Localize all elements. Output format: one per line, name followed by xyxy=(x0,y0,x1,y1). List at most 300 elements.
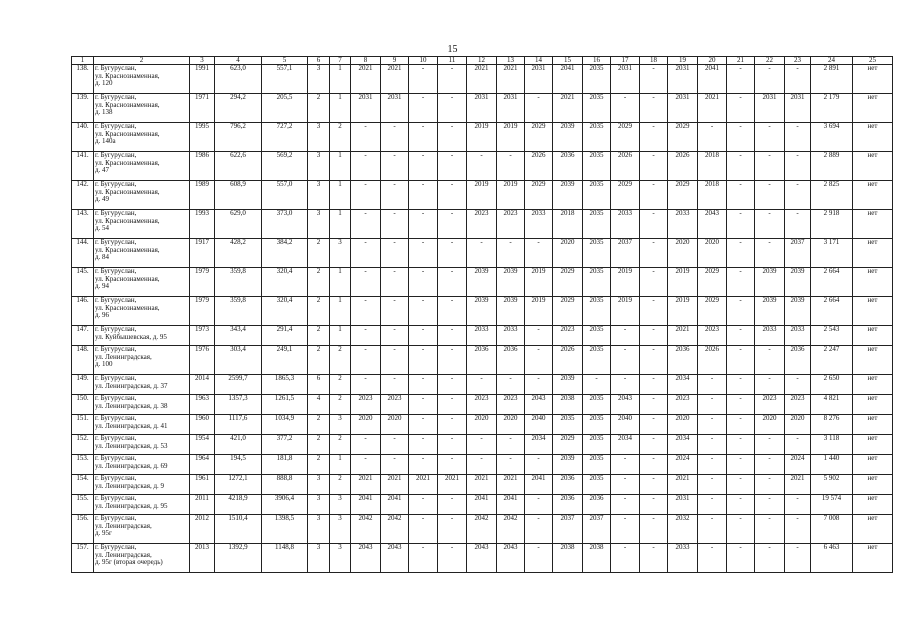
table-cell: - xyxy=(409,268,438,297)
table-cell: 1034,9 xyxy=(262,415,308,435)
table-cell: - xyxy=(351,346,381,375)
table-cell: 428,2 xyxy=(215,239,262,268)
table-cell: 19 574 xyxy=(811,495,853,515)
table-cell: - xyxy=(351,152,381,181)
table-cell: 1272,1 xyxy=(215,475,262,495)
table-cell: 2035 xyxy=(583,297,611,326)
table-cell: - xyxy=(525,326,553,346)
table-cell: - xyxy=(438,495,467,515)
table-cell: 1989 xyxy=(190,181,215,210)
table-cell: 2040 xyxy=(611,415,640,435)
column-header-12: 12 xyxy=(467,57,497,65)
table-row xyxy=(72,346,893,375)
column-header-24: 24 xyxy=(811,57,853,65)
table-cell: - xyxy=(381,239,409,268)
address-cell: г. Бугуруслан, ул. Ленинградская, д. 38 xyxy=(94,395,190,415)
table-cell: - xyxy=(640,239,668,268)
table-cell: - xyxy=(438,415,467,435)
table-cell: 3 694 xyxy=(811,123,853,152)
table-cell: 142. xyxy=(72,181,94,210)
table-cell: 2023 xyxy=(497,210,525,239)
table-cell: 141. xyxy=(72,152,94,181)
table-cell: - xyxy=(351,326,381,346)
table-cell: - xyxy=(381,326,409,346)
table-cell: нет xyxy=(853,375,893,395)
table-cell: - xyxy=(351,181,381,210)
table-cell: - xyxy=(727,181,755,210)
table-row xyxy=(72,152,893,181)
table-cell: - xyxy=(727,210,755,239)
table-cell: - xyxy=(640,395,668,415)
table-cell: нет xyxy=(853,123,893,152)
table-cell: - xyxy=(727,268,755,297)
table-cell: 2033 xyxy=(525,210,553,239)
table-cell: 359,8 xyxy=(215,297,262,326)
table-cell: - xyxy=(351,268,381,297)
table-cell: 1 xyxy=(330,268,351,297)
table-cell: 3 xyxy=(308,210,330,239)
table-cell: 5 902 xyxy=(811,475,853,495)
table-cell: 1991 xyxy=(190,65,215,94)
table-cell: 1 xyxy=(330,455,351,475)
table-cell: - xyxy=(785,435,811,455)
table-cell: 2029 xyxy=(525,181,553,210)
table-row xyxy=(72,435,893,455)
address-cell: г. Бугуруслан, ул. Краснознаменная, д. 49 xyxy=(94,181,190,210)
table-cell: нет xyxy=(853,455,893,475)
table-cell: нет xyxy=(853,210,893,239)
table-cell: 2023 xyxy=(497,395,525,415)
table-cell: - xyxy=(438,346,467,375)
table-cell: 2021 xyxy=(351,65,381,94)
table-cell: 2 xyxy=(308,326,330,346)
table-cell: 1973 xyxy=(190,326,215,346)
column-header-9: 9 xyxy=(381,57,409,65)
table-cell: 320,4 xyxy=(262,297,308,326)
table-cell: - xyxy=(351,435,381,455)
table-cell: 2 xyxy=(330,123,351,152)
table-cell: - xyxy=(381,181,409,210)
table-cell: 2 650 xyxy=(811,375,853,395)
table-cell: - xyxy=(611,455,640,475)
table-cell: 2013 xyxy=(190,544,215,573)
table-cell: 149. xyxy=(72,375,94,395)
table-cell: 2031 xyxy=(785,94,811,123)
table-cell: 2 xyxy=(308,94,330,123)
table-cell: 2041 xyxy=(351,495,381,515)
table-cell: 888,8 xyxy=(262,475,308,495)
address-cell: г. Бугуруслан, ул. Ленинградская, д. 100 xyxy=(94,346,190,375)
table-cell: 143. xyxy=(72,210,94,239)
address-cell: г. Бугуруслан, ул. Ленинградская, д. 9 xyxy=(94,475,190,495)
table-cell: - xyxy=(525,544,553,573)
table-cell: 2035 xyxy=(583,346,611,375)
table-cell: - xyxy=(611,515,640,544)
column-header-14: 14 xyxy=(525,57,553,65)
table-row xyxy=(72,455,893,475)
table-cell: 2 664 xyxy=(811,268,853,297)
table-cell: 2037 xyxy=(785,239,811,268)
table-cell: нет xyxy=(853,435,893,455)
column-header-5: 5 xyxy=(262,57,308,65)
table-cell: - xyxy=(755,65,785,94)
table-cell: - xyxy=(755,375,785,395)
table-row xyxy=(72,475,893,495)
column-header-25: 25 xyxy=(853,57,893,65)
column-header-20: 20 xyxy=(698,57,727,65)
table-cell: 2023 xyxy=(668,395,698,415)
table-cell: - xyxy=(640,515,668,544)
table-cell: 4 821 xyxy=(811,395,853,415)
table-cell: 1865,3 xyxy=(262,375,308,395)
table-cell: - xyxy=(698,544,727,573)
table-cell: - xyxy=(698,455,727,475)
table-cell: 2035 xyxy=(583,239,611,268)
table-cell: - xyxy=(640,210,668,239)
table-cell: 151. xyxy=(72,415,94,435)
table-cell: 2039 xyxy=(553,181,583,210)
table-cell: 2021 xyxy=(668,475,698,495)
table-cell: 3 xyxy=(330,415,351,435)
table-cell: 2031 xyxy=(351,94,381,123)
table-cell: 2033 xyxy=(785,326,811,346)
table-cell: - xyxy=(409,346,438,375)
table-cell: 2037 xyxy=(611,239,640,268)
table-cell: 2024 xyxy=(785,455,811,475)
table-cell: 3 xyxy=(308,544,330,573)
table-cell: 1357,3 xyxy=(215,395,262,415)
table-cell: 3 xyxy=(308,515,330,544)
table-cell: 2020 xyxy=(351,415,381,435)
table-cell: 2019 xyxy=(611,268,640,297)
column-header-8: 8 xyxy=(351,57,381,65)
column-header-6: 6 xyxy=(308,57,330,65)
table-cell: 2039 xyxy=(785,268,811,297)
table-cell: 2026 xyxy=(525,152,553,181)
table-cell: - xyxy=(525,239,553,268)
table-cell: - xyxy=(785,375,811,395)
table-cell: 2020 xyxy=(381,415,409,435)
table-cell: - xyxy=(409,65,438,94)
table-cell: - xyxy=(438,65,467,94)
table-cell: - xyxy=(698,123,727,152)
table-cell: 2037 xyxy=(583,515,611,544)
table-cell: 2020 xyxy=(553,239,583,268)
table-cell: 152. xyxy=(72,435,94,455)
address-cell: г. Бугуруслан, ул. Краснознаменная, д. 47 xyxy=(94,152,190,181)
table-cell: 2039 xyxy=(553,455,583,475)
table-cell: 2029 xyxy=(698,268,727,297)
table-cell: 1995 xyxy=(190,123,215,152)
table-cell: нет xyxy=(853,475,893,495)
table-cell: 1960 xyxy=(190,415,215,435)
table-cell: - xyxy=(785,495,811,515)
table-cell: 2041 xyxy=(553,65,583,94)
table-cell: - xyxy=(438,152,467,181)
table-cell: 2018 xyxy=(698,181,727,210)
table-cell: 2038 xyxy=(583,544,611,573)
table-cell: 1 xyxy=(330,65,351,94)
table-cell: - xyxy=(698,415,727,435)
table-cell: 2033 xyxy=(611,210,640,239)
table-cell: - xyxy=(727,495,755,515)
table-cell: нет xyxy=(853,326,893,346)
table-cell: 294,2 xyxy=(215,94,262,123)
table-cell: 3 171 xyxy=(811,239,853,268)
table-cell: 2019 xyxy=(525,297,553,326)
table-cell: 1 440 xyxy=(811,455,853,475)
table-cell: - xyxy=(727,123,755,152)
column-header-19: 19 xyxy=(668,57,698,65)
table-cell: - xyxy=(409,239,438,268)
table-cell: 2 xyxy=(330,475,351,495)
address-cell: г. Бугуруслан, ул. Ленинградская, д. 95г (вторая очередь) xyxy=(94,544,190,573)
table-cell: 1954 xyxy=(190,435,215,455)
table-cell: 6 xyxy=(308,375,330,395)
table-row xyxy=(72,375,893,395)
table-cell: - xyxy=(640,94,668,123)
table-cell: - xyxy=(755,455,785,475)
table-cell: 2031 xyxy=(525,65,553,94)
table-cell: 3906,4 xyxy=(262,495,308,515)
table-cell: 2018 xyxy=(698,152,727,181)
column-header-15: 15 xyxy=(553,57,583,65)
table-cell: - xyxy=(640,297,668,326)
table-cell: 1148,8 xyxy=(262,544,308,573)
table-cell: 2024 xyxy=(668,455,698,475)
table-row xyxy=(72,515,893,544)
column-header-11: 11 xyxy=(438,57,467,65)
table-cell: - xyxy=(755,152,785,181)
column-header-16: 16 xyxy=(583,57,611,65)
table-cell: 2 825 xyxy=(811,181,853,210)
table-cell: 1117,6 xyxy=(215,415,262,435)
table-cell: 343,4 xyxy=(215,326,262,346)
table-cell: 2035 xyxy=(553,415,583,435)
table-cell: - xyxy=(438,544,467,573)
column-header-4: 4 xyxy=(215,57,262,65)
column-header-2: 2 xyxy=(94,57,190,65)
table-cell: - xyxy=(727,544,755,573)
column-header-18: 18 xyxy=(640,57,668,65)
table-cell: - xyxy=(640,326,668,346)
table-cell: - xyxy=(497,435,525,455)
table-cell: - xyxy=(525,495,553,515)
table-cell: - xyxy=(438,210,467,239)
column-header-13: 13 xyxy=(497,57,525,65)
table-row xyxy=(72,181,893,210)
table-cell: 2035 xyxy=(583,152,611,181)
table-cell: 2034 xyxy=(525,435,553,455)
table-cell: - xyxy=(611,326,640,346)
table-cell: 2036 xyxy=(785,346,811,375)
table-cell: 2020 xyxy=(668,239,698,268)
table-cell: 2036 xyxy=(583,495,611,515)
table-cell: - xyxy=(755,123,785,152)
table-cell: 2 247 xyxy=(811,346,853,375)
table-cell: - xyxy=(727,94,755,123)
table-cell: 1 xyxy=(330,297,351,326)
table-cell: 3 xyxy=(308,181,330,210)
table-cell: 2035 xyxy=(583,94,611,123)
table-cell: - xyxy=(525,375,553,395)
address-cell: г. Бугуруслан, ул. Ленинградская, д. 95 xyxy=(94,495,190,515)
table-cell: 2041 xyxy=(381,495,409,515)
table-cell: - xyxy=(698,435,727,455)
table-cell: 1510,4 xyxy=(215,515,262,544)
table-cell: 2029 xyxy=(668,123,698,152)
table-cell: 2038 xyxy=(553,544,583,573)
table-cell: - xyxy=(755,475,785,495)
table-cell: - xyxy=(381,375,409,395)
table-cell: 291,4 xyxy=(262,326,308,346)
address-cell: г. Бугуруслан, ул. Куйбышевская, д. 95 xyxy=(94,326,190,346)
table-cell: 608,9 xyxy=(215,181,262,210)
table-cell: 1971 xyxy=(190,94,215,123)
table-cell: 2035 xyxy=(583,435,611,455)
table-cell: 2031 xyxy=(668,65,698,94)
table-cell: - xyxy=(698,395,727,415)
table-cell: 2036 xyxy=(467,346,497,375)
table-cell: 2 179 xyxy=(811,94,853,123)
table-cell: - xyxy=(409,94,438,123)
table-cell: 2019 xyxy=(668,268,698,297)
table-cell: - xyxy=(467,239,497,268)
table-cell: 2 891 xyxy=(811,65,853,94)
table-cell: - xyxy=(467,375,497,395)
table-cell: 303,4 xyxy=(215,346,262,375)
table-cell: 2039 xyxy=(553,375,583,395)
table-cell: - xyxy=(409,152,438,181)
table-cell: - xyxy=(409,455,438,475)
table-cell: - xyxy=(438,435,467,455)
table-cell: - xyxy=(640,346,668,375)
table-cell: 2037 xyxy=(553,515,583,544)
table-cell: - xyxy=(409,326,438,346)
table-cell: 557,1 xyxy=(262,65,308,94)
table-cell: - xyxy=(438,455,467,475)
table-cell: 2026 xyxy=(611,152,640,181)
address-cell: г. Бугуруслан, ул. Краснознаменная, д. 120 xyxy=(94,65,190,94)
table-cell: - xyxy=(727,435,755,455)
table-cell: 2021 xyxy=(381,65,409,94)
table-cell: - xyxy=(438,268,467,297)
column-header-10: 10 xyxy=(409,57,438,65)
table-cell: 3 xyxy=(330,544,351,573)
table-cell: нет xyxy=(853,415,893,435)
table-cell: 2036 xyxy=(553,495,583,515)
column-header-3: 3 xyxy=(190,57,215,65)
table-cell: - xyxy=(497,152,525,181)
table-cell: 3 xyxy=(308,475,330,495)
table-cell: - xyxy=(727,297,755,326)
table-cell: 157. xyxy=(72,544,94,573)
table-cell: - xyxy=(785,123,811,152)
address-cell: г. Бугуруслан, ул. Ленинградская, д. 41 xyxy=(94,415,190,435)
table-cell: - xyxy=(438,515,467,544)
table-cell: 2043 xyxy=(698,210,727,239)
table-cell: 2029 xyxy=(553,268,583,297)
table-cell: 2019 xyxy=(497,181,525,210)
table-cell: 2035 xyxy=(583,475,611,495)
table-cell: 1961 xyxy=(190,475,215,495)
table-cell: 2029 xyxy=(611,181,640,210)
table-cell: нет xyxy=(853,152,893,181)
table-cell: 796,2 xyxy=(215,123,262,152)
address-cell: г. Бугуруслан, ул. Ленинградская, д. 95г xyxy=(94,515,190,544)
table-cell: - xyxy=(640,544,668,573)
table-cell: 1 xyxy=(330,326,351,346)
table-cell: 2035 xyxy=(583,326,611,346)
table-cell: 2033 xyxy=(467,326,497,346)
table-cell: 2031 xyxy=(611,65,640,94)
table-cell: 2 664 xyxy=(811,297,853,326)
table-cell: 2039 xyxy=(467,297,497,326)
table-cell: - xyxy=(467,455,497,475)
table-cell: 2021 xyxy=(438,475,467,495)
table-row xyxy=(72,495,893,515)
table-cell: нет xyxy=(853,346,893,375)
table-cell: 194,5 xyxy=(215,455,262,475)
table-cell: 145. xyxy=(72,268,94,297)
table-cell: 2021 xyxy=(497,475,525,495)
table-cell: 3 xyxy=(308,65,330,94)
table-cell: 557,0 xyxy=(262,181,308,210)
table-cell: - xyxy=(640,375,668,395)
table-cell: 2019 xyxy=(525,268,553,297)
table-cell: - xyxy=(727,395,755,415)
table-row xyxy=(72,326,893,346)
table-cell: нет xyxy=(853,239,893,268)
table-cell: 2033 xyxy=(668,210,698,239)
table-cell: - xyxy=(409,123,438,152)
table-cell: 2043 xyxy=(467,544,497,573)
table-cell: 2035 xyxy=(583,268,611,297)
table-cell: 2012 xyxy=(190,515,215,544)
table-cell: 2019 xyxy=(668,297,698,326)
table-cell: - xyxy=(351,455,381,475)
table-cell: 2 xyxy=(330,395,351,415)
table-cell: 2 889 xyxy=(811,152,853,181)
table-cell: - xyxy=(438,94,467,123)
table-cell: 2043 xyxy=(497,544,525,573)
table-cell: нет xyxy=(853,297,893,326)
table-cell: 2 xyxy=(330,435,351,455)
table-cell: 2043 xyxy=(351,544,381,573)
table-cell: - xyxy=(438,395,467,415)
table-cell: 2036 xyxy=(497,346,525,375)
table-cell: - xyxy=(409,210,438,239)
table-cell: 1986 xyxy=(190,152,215,181)
table-cell: 2023 xyxy=(467,210,497,239)
table-cell: 153. xyxy=(72,455,94,475)
table-cell: 384,2 xyxy=(262,239,308,268)
column-header-17: 17 xyxy=(611,57,640,65)
address-cell: г. Бугуруслан, ул. Краснознаменная, д. 54 xyxy=(94,210,190,239)
table-cell: 2020 xyxy=(668,415,698,435)
table-cell: - xyxy=(351,375,381,395)
table-cell: 2039 xyxy=(497,268,525,297)
table-cell: - xyxy=(640,455,668,475)
table-cell: 2018 xyxy=(553,210,583,239)
table-cell: - xyxy=(755,346,785,375)
table-cell: - xyxy=(698,515,727,544)
table-cell: - xyxy=(381,455,409,475)
table-row xyxy=(72,65,893,94)
table-row xyxy=(72,210,893,239)
table-cell: 1392,9 xyxy=(215,544,262,573)
table-cell: - xyxy=(497,375,525,395)
